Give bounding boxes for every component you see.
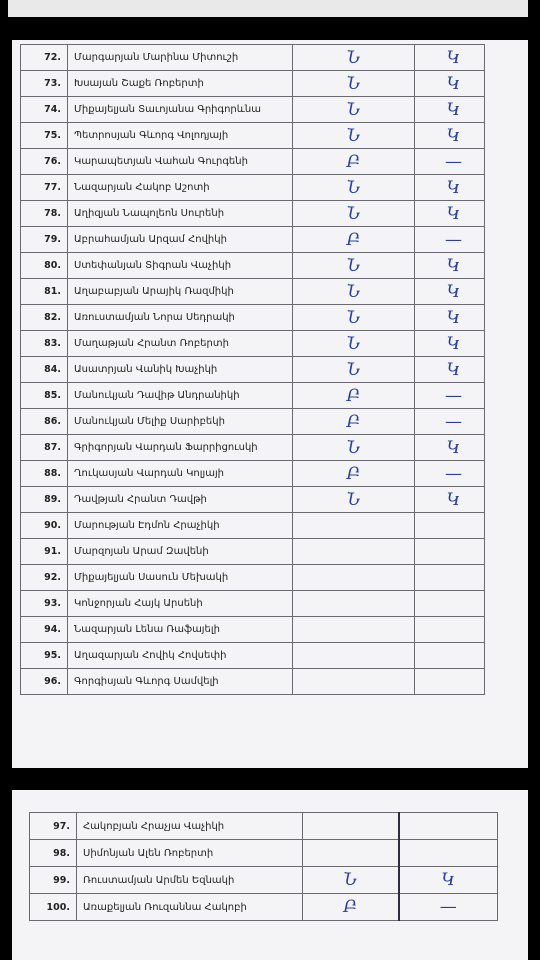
row-number: 73. xyxy=(21,71,68,97)
person-name: Աղաբաբյան Արայիկ Ռազմիկի xyxy=(68,279,293,305)
table-row xyxy=(21,513,485,539)
row-number: 77. xyxy=(21,175,68,201)
mark-cell: Կ xyxy=(415,97,485,123)
person-name: Գրիգորյան Վարդան Ֆարրիցուսկի xyxy=(68,435,293,461)
mark-cell: Կ xyxy=(415,305,485,331)
row-number: 90. xyxy=(21,513,68,539)
person-name: Աղազարյան Հովիկ Հովսեփի xyxy=(68,643,293,669)
table-row xyxy=(30,840,498,867)
mark-cell: Կ xyxy=(415,331,485,357)
row-number: 94. xyxy=(21,617,68,643)
mark-cell: Բ xyxy=(293,227,415,253)
person-name: Ասատրյան Վանիկ Խաչիկի xyxy=(68,357,293,383)
row-number: 74. xyxy=(21,97,68,123)
mark-cell: Ն xyxy=(293,71,415,97)
person-name: Ղուկասյան Վարդան Կոլյայի xyxy=(68,461,293,487)
table-row xyxy=(21,201,485,227)
person-name: Ռուստամյան Արմեն Եզնակի xyxy=(77,867,303,894)
row-number: 96. xyxy=(21,669,68,695)
top-page-edge xyxy=(8,0,528,17)
table-row xyxy=(21,227,485,253)
table-row xyxy=(21,357,485,383)
row-number: 78. xyxy=(21,201,68,227)
table-row xyxy=(21,669,485,695)
row-number: 93. xyxy=(21,591,68,617)
table-row xyxy=(21,383,485,409)
person-name: Կարապետյան Վահան Գուրգենի xyxy=(68,149,293,175)
table-row xyxy=(21,643,485,669)
mark-cell: Ն xyxy=(293,357,415,383)
mark-cell: Բ xyxy=(293,149,415,175)
person-name: Մանուկյան Մելիք Սարիբեկի xyxy=(68,409,293,435)
person-name: Կոնջորյան Հայկ Արսենի xyxy=(68,591,293,617)
mark-cell xyxy=(415,617,485,643)
person-name: Մարության Էդմոն Հրաչիկի xyxy=(68,513,293,539)
mark-cell xyxy=(293,643,415,669)
mark-cell xyxy=(415,513,485,539)
row-number: 89. xyxy=(21,487,68,513)
mark-cell: Ն xyxy=(293,253,415,279)
row-number: 80. xyxy=(21,253,68,279)
mark-cell xyxy=(293,513,415,539)
person-name: Հակոբյան Հրաչյա Վաչիկի xyxy=(77,813,303,840)
mark-cell: Ն xyxy=(303,867,399,894)
mark-cell: Բ xyxy=(293,409,415,435)
person-name: Միքայելյան Տաւոյանա Գրիգորևնա xyxy=(68,97,293,123)
mark-cell: Ն xyxy=(293,201,415,227)
table-row xyxy=(21,149,485,175)
mark-cell: Կ xyxy=(415,279,485,305)
mark-cell: — xyxy=(415,409,485,435)
mark-cell: Կ xyxy=(415,71,485,97)
mark-cell xyxy=(415,539,485,565)
table-row xyxy=(21,617,485,643)
person-name: Նազարյան Հակոբ Աշոտի xyxy=(68,175,293,201)
person-name: Պետրոսյան Գևորգ Վոլոդյայի xyxy=(68,123,293,149)
mark-cell: — xyxy=(415,149,485,175)
row-number: 85. xyxy=(21,383,68,409)
mark-cell: Կ xyxy=(415,201,485,227)
mark-cell: Կ xyxy=(415,45,485,71)
mark-cell xyxy=(399,813,498,840)
table-row xyxy=(21,253,485,279)
table-row xyxy=(21,461,485,487)
table-row xyxy=(21,591,485,617)
roster-table-2 xyxy=(29,812,498,921)
person-name: Ստեփանյան Տիգրան Վաչիկի xyxy=(68,253,293,279)
table-row xyxy=(21,487,485,513)
table-row xyxy=(21,539,485,565)
mark-cell xyxy=(415,565,485,591)
mark-cell: Կ xyxy=(415,487,485,513)
row-number: 82. xyxy=(21,305,68,331)
mark-cell: Կ xyxy=(415,253,485,279)
mark-cell: Կ xyxy=(415,357,485,383)
mark-cell: — xyxy=(415,227,485,253)
person-name: Առաքելյան Ռուզաննա Հակոբի xyxy=(77,894,303,921)
mark-cell: Բ xyxy=(303,894,399,921)
table-row xyxy=(21,97,485,123)
row-number: 87. xyxy=(21,435,68,461)
table-row xyxy=(30,813,498,840)
person-name: Աղիզյան Նապոլեոն Սուրենի xyxy=(68,201,293,227)
mark-cell: Ն xyxy=(293,279,415,305)
mark-cell xyxy=(293,565,415,591)
mark-cell: Ն xyxy=(293,435,415,461)
row-number: 92. xyxy=(21,565,68,591)
person-name: Մաղաթյան Հրանտ Ռոբերտի xyxy=(68,331,293,357)
mark-cell xyxy=(293,591,415,617)
person-name: Նազարյան Լենա Ռաֆայելի xyxy=(68,617,293,643)
person-name: Առուստամյան Նորա Սեդրակի xyxy=(68,305,293,331)
table-row xyxy=(21,331,485,357)
table-row xyxy=(30,867,498,894)
row-number: 81. xyxy=(21,279,68,305)
mark-cell: Կ xyxy=(415,175,485,201)
table-row xyxy=(21,71,485,97)
mark-cell: Բ xyxy=(293,461,415,487)
roster-table-1 xyxy=(20,44,485,695)
row-number: 95. xyxy=(21,643,68,669)
mark-cell: Ն xyxy=(293,45,415,71)
table-row xyxy=(21,305,485,331)
table-row xyxy=(21,409,485,435)
row-number: 98. xyxy=(30,840,77,867)
mark-cell xyxy=(415,643,485,669)
mark-cell: Կ xyxy=(415,435,485,461)
mark-cell xyxy=(293,539,415,565)
mark-cell: Ն xyxy=(293,305,415,331)
person-name: Խսայան Շաքե Ռոբերտի xyxy=(68,71,293,97)
mark-cell xyxy=(293,669,415,695)
table-row xyxy=(21,175,485,201)
row-number: 91. xyxy=(21,539,68,565)
table-row xyxy=(21,45,485,71)
row-number: 72. xyxy=(21,45,68,71)
row-number: 99. xyxy=(30,867,77,894)
table-row xyxy=(21,435,485,461)
mark-cell xyxy=(293,617,415,643)
row-number: 84. xyxy=(21,357,68,383)
table-row xyxy=(21,565,485,591)
mark-cell: Կ xyxy=(415,123,485,149)
table-row xyxy=(30,894,498,921)
mark-cell xyxy=(303,813,399,840)
person-name: Միքայելյան Սասուն Մեխակի xyxy=(68,565,293,591)
person-name: Դավթյան Հրանտ Դավթի xyxy=(68,487,293,513)
mark-cell: — xyxy=(415,461,485,487)
person-name: Սիմոնյան Ալեն Ռոբերտի xyxy=(77,840,303,867)
row-number: 86. xyxy=(21,409,68,435)
person-name: Մարզոյան Արամ Զավենի xyxy=(68,539,293,565)
row-number: 88. xyxy=(21,461,68,487)
mark-cell xyxy=(415,591,485,617)
row-number: 75. xyxy=(21,123,68,149)
table-row xyxy=(21,279,485,305)
mark-cell: Ն xyxy=(293,331,415,357)
mark-cell: — xyxy=(415,383,485,409)
mark-cell: — xyxy=(399,894,498,921)
mark-cell: Բ xyxy=(293,383,415,409)
mark-cell: Ն xyxy=(293,97,415,123)
table-row xyxy=(21,123,485,149)
person-name: Մանուկյան Դավիթ Անդրանիկի xyxy=(68,383,293,409)
mark-cell xyxy=(415,669,485,695)
row-number: 79. xyxy=(21,227,68,253)
mark-cell: Ն xyxy=(293,175,415,201)
mark-cell: Ն xyxy=(293,487,415,513)
person-name: Մարգարյան Մարինա Միտուշի xyxy=(68,45,293,71)
row-number: 100. xyxy=(30,894,77,921)
mark-cell: Ն xyxy=(293,123,415,149)
row-number: 76. xyxy=(21,149,68,175)
row-number: 97. xyxy=(30,813,77,840)
person-name: Գորգիսյան Գևորգ Սամվելի xyxy=(68,669,293,695)
person-name: Աբրահամյան Արզամ Հովիկի xyxy=(68,227,293,253)
mark-cell xyxy=(399,840,498,867)
mark-cell xyxy=(303,840,399,867)
row-number: 83. xyxy=(21,331,68,357)
mark-cell: Կ xyxy=(399,867,498,894)
